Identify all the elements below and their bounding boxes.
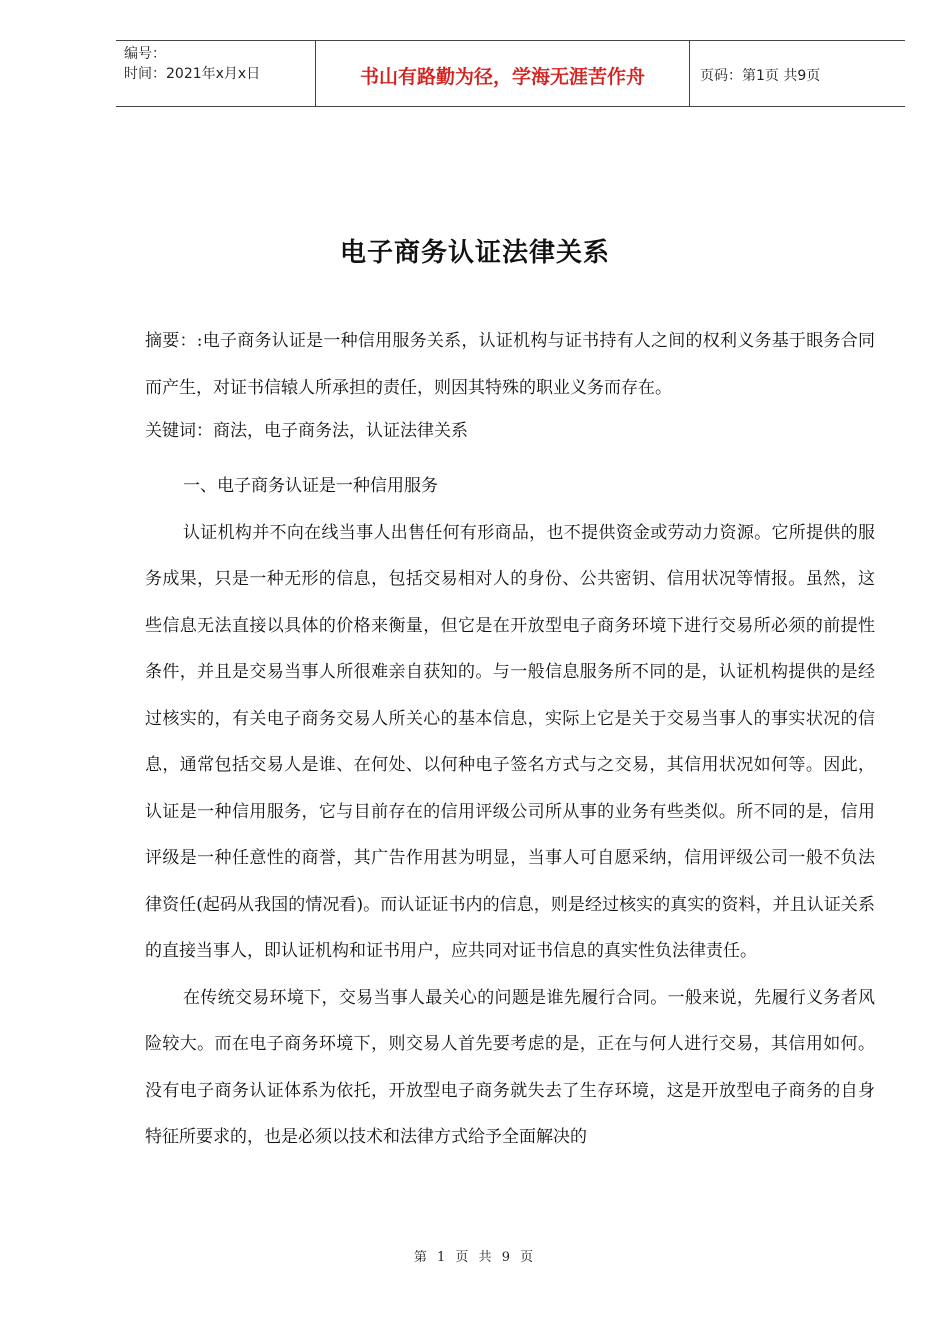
header-table bbox=[116, 40, 905, 107]
document-time-label: 时间：2021年x月x日 bbox=[124, 66, 261, 82]
page-footer: 第 1 页 共 9 页 bbox=[413, 1250, 537, 1265]
document-body bbox=[145, 318, 875, 1161]
document-title: 电子商务认证法律关系 bbox=[339, 238, 610, 268]
header-page-info: 页码：第1页 共9页 bbox=[700, 67, 821, 84]
body-paragraph: 认证机构并不向在线当事人出售任何有形商品，也不提供资金或劳动力资源。它所提供的服务成果，只是一种无形的信息，包括交易相对人的身份、公共密钥、信用状况等情报。虽然，这些信息无法直接以具体的价格来衡量，但它是在开放型电子商务环境下进行交易所必须的前提性条件，并且是交易当事人所很难亲自获知的。与一般信息服务所不同的是，认证机构提供的是经过核实的，有关电子商务交易人所关心的基本信息，实际上它是关于交易当事人的事实状况的信息，通常包括交易人是谁、在何处、以何种电子签名方式与之交易，其信用状况如何等。因此，认证是一种信用服务，它与目前存在的信用评级公司所从事的业务有些类似。所不同的是，信用评级是一种任意性的商誉，其广告作用甚为明显，当事人可自愿采纳，信用评级公司一般不负法律资任(起码从我国的情况看)。而认证证书内的信息，则是经过核实的真实的资料，并且认证关系的直接当事人，即认证机构和证书用户，应共同对证书信息的真实性负法律责任。 bbox=[145, 522, 875, 961]
body-paragraph: 在传统交易环境下，交易当事人最关心的问题是谁先履行合同。一般来说，先履行义务者风险较大。而在电子商务环境下，则交易人首先要考虑的是，正在与何人进行交易，其信用如何。没有电子商务认证体系为依托，开放型电子商务就失去了生存环境，这是开放型电子商务的自身特征所要求的，也是必须以技术和法律方式给予全面解决的 bbox=[145, 987, 875, 1147]
header-meta-cell bbox=[116, 41, 316, 106]
abstract-paragraph: 摘要：:电子商务认证是一种信用服务关系，认证机构与证书持有人之间的权利义务基于眼务合同而产生，对证书信辕人所承担的责任，则因其特殊的职业义务而存在。 bbox=[145, 331, 875, 398]
header-motto: 书山有路勤为径，学海无涯苦作舟 bbox=[316, 41, 690, 106]
keywords-line: 关键词：商法，电子商务法，认证法律关系 bbox=[145, 421, 468, 441]
section-heading: 一、电子商务认证是一种信用服务 bbox=[183, 476, 438, 496]
document-number-label: 编号： bbox=[124, 46, 166, 62]
